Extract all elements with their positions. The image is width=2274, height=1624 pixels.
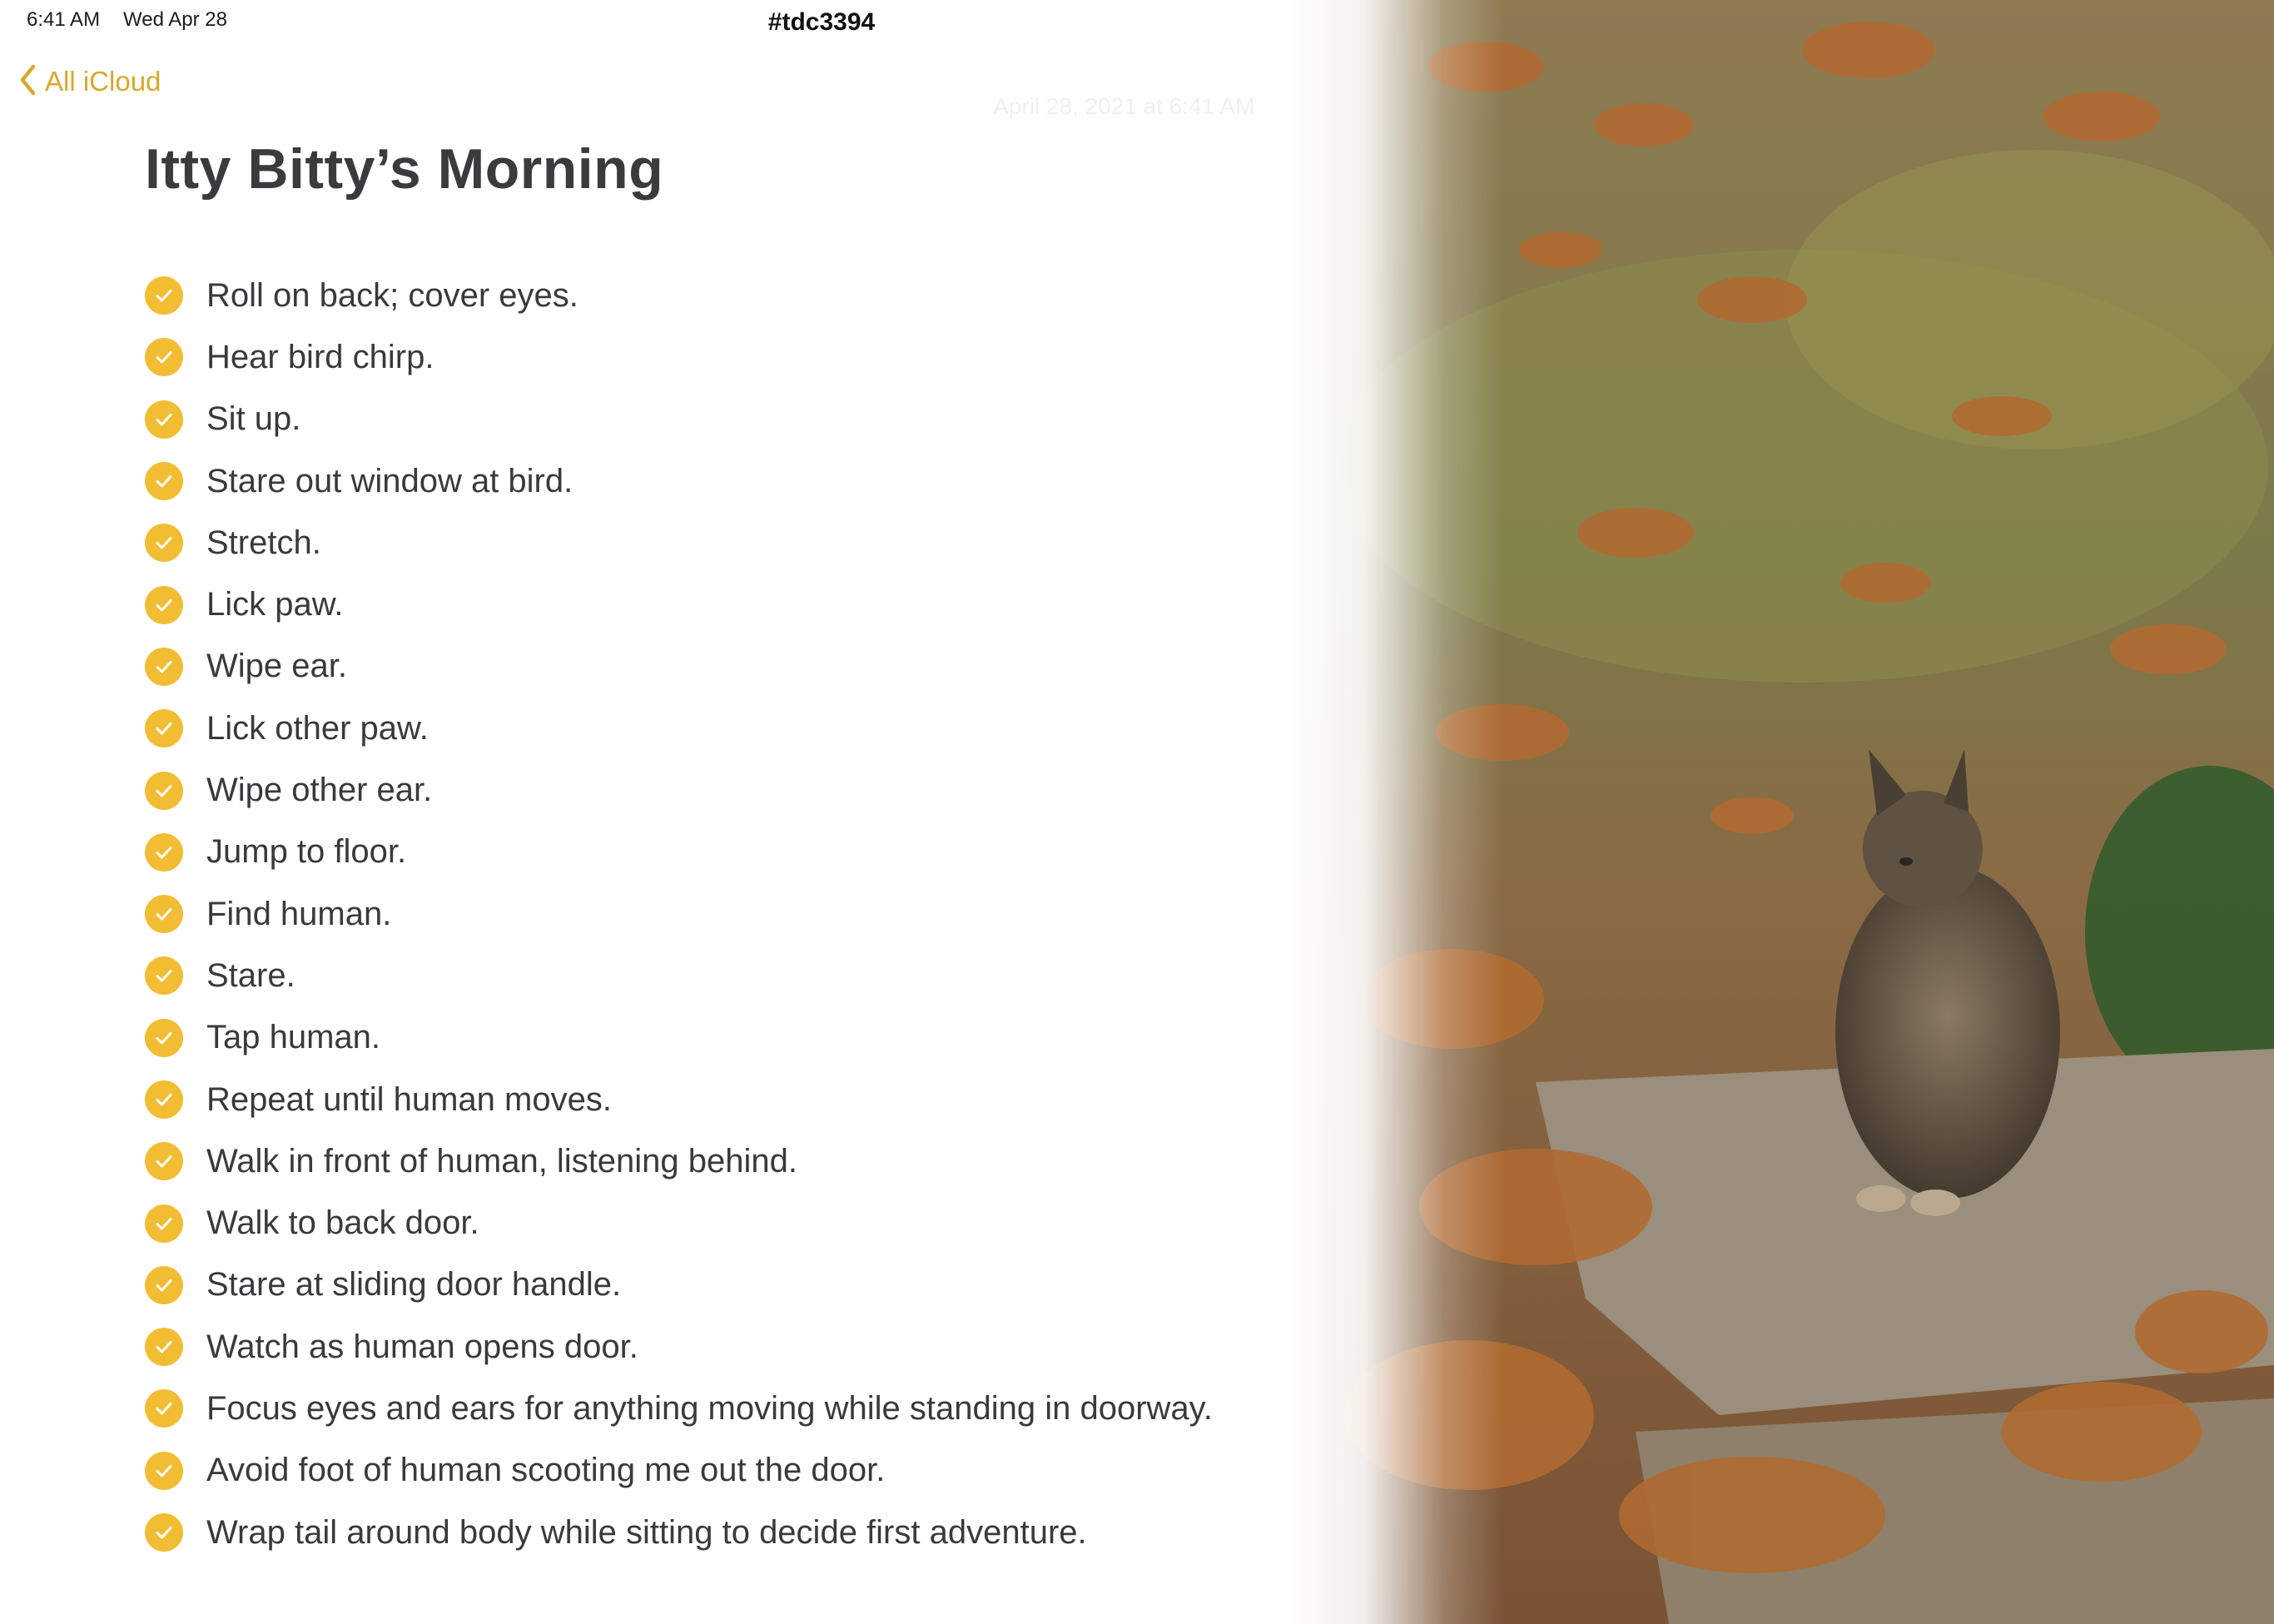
checkmark-icon[interactable] bbox=[145, 1019, 183, 1057]
checklist-item bbox=[145, 883, 1213, 945]
checklist-item bbox=[145, 822, 1213, 883]
checkmark-icon[interactable] bbox=[145, 1328, 183, 1366]
checklist-item-text[interactable]: Wipe other ear. bbox=[206, 772, 433, 809]
checkmark-icon[interactable] bbox=[145, 833, 183, 872]
checklist-item-text[interactable]: Repeat until human moves. bbox=[206, 1080, 612, 1118]
checklist-item bbox=[145, 450, 1213, 512]
checkmark-icon[interactable] bbox=[145, 1389, 183, 1428]
checklist-item-text[interactable]: Jump to floor. bbox=[206, 833, 407, 871]
checklist-item-text[interactable]: Stare. bbox=[206, 956, 295, 994]
cat-photo bbox=[1286, 0, 2274, 1624]
checkmark-icon[interactable] bbox=[145, 709, 183, 747]
checkmark-icon[interactable] bbox=[145, 956, 183, 995]
checklist-item-text[interactable]: Avoid foot of human scooting me out the door. bbox=[206, 1452, 886, 1489]
checklist-item-text[interactable]: Stare at sliding door handle. bbox=[206, 1266, 622, 1304]
checkmark-icon[interactable] bbox=[145, 1513, 183, 1552]
back-label: All iCloud bbox=[45, 66, 161, 97]
checklist-item bbox=[145, 1316, 1213, 1378]
checklist-item bbox=[145, 512, 1213, 574]
checklist-item bbox=[145, 636, 1213, 698]
checklist-item-text[interactable]: Stretch. bbox=[206, 524, 321, 561]
checklist-item-text[interactable]: Walk to back door. bbox=[206, 1204, 479, 1242]
checkmark-icon[interactable] bbox=[145, 1204, 183, 1243]
checkmark-icon[interactable] bbox=[145, 462, 183, 500]
checkmark-icon[interactable] bbox=[145, 1452, 183, 1490]
checklist-item-text[interactable]: Walk in front of human, listening behind. bbox=[206, 1142, 798, 1180]
note-timestamp: April 28, 2021 at 6:41 AM bbox=[993, 93, 1255, 119]
checkmark-icon[interactable] bbox=[145, 1080, 183, 1119]
checklist-item bbox=[145, 698, 1213, 759]
checklist-item bbox=[145, 1069, 1213, 1130]
checklist bbox=[145, 265, 1213, 1563]
checkmark-icon[interactable] bbox=[145, 1266, 183, 1304]
checkmark-icon[interactable] bbox=[145, 400, 183, 439]
checklist-item-text[interactable]: Wipe ear. bbox=[206, 648, 347, 685]
checklist-item-text[interactable]: Tap human. bbox=[206, 1019, 381, 1056]
checklist-item-text[interactable]: Sit up. bbox=[206, 400, 301, 438]
checkmark-icon[interactable] bbox=[145, 586, 183, 624]
checkmark-icon[interactable] bbox=[145, 276, 183, 315]
back-button[interactable] bbox=[18, 62, 161, 102]
checklist-item-text[interactable]: Watch as human opens door. bbox=[206, 1328, 638, 1365]
checklist-item-text[interactable]: Lick paw. bbox=[206, 586, 344, 623]
checklist-item bbox=[145, 1378, 1213, 1439]
chevron-left-icon bbox=[18, 63, 37, 101]
checkmark-icon[interactable] bbox=[145, 338, 183, 376]
checklist-item bbox=[145, 574, 1213, 635]
checklist-item bbox=[145, 945, 1213, 1006]
note-title[interactable]: Itty Bitty’s Morning bbox=[145, 137, 664, 201]
checklist-item-text[interactable]: Focus eyes and ears for anything moving while standing in doorway. bbox=[206, 1389, 1213, 1427]
checklist-item bbox=[145, 1502, 1213, 1563]
checklist-item-text[interactable]: Wrap tail around body while sitting to decide first adventure. bbox=[206, 1513, 1087, 1551]
checklist-item bbox=[145, 759, 1213, 821]
checklist-item-text[interactable]: Stare out window at bird. bbox=[206, 462, 573, 499]
checkmark-icon[interactable] bbox=[145, 895, 183, 933]
status-time: 6:41 AM bbox=[27, 8, 101, 31]
checklist-item bbox=[145, 265, 1213, 326]
checklist-item-text[interactable]: Lick other paw. bbox=[206, 709, 429, 747]
checklist-item bbox=[145, 389, 1213, 450]
checkmark-icon[interactable] bbox=[145, 1142, 183, 1180]
checklist-item bbox=[145, 1254, 1213, 1316]
checklist-item bbox=[145, 1130, 1213, 1192]
checkmark-icon[interactable] bbox=[145, 648, 183, 686]
checklist-item bbox=[145, 1192, 1213, 1254]
checklist-item-text[interactable]: Roll on back; cover eyes. bbox=[206, 276, 578, 314]
checklist-item bbox=[145, 1440, 1213, 1502]
checkmark-icon[interactable] bbox=[145, 772, 183, 810]
window-title: #tdc3394 bbox=[767, 8, 876, 36]
checklist-item bbox=[145, 1007, 1213, 1069]
checkmark-icon[interactable] bbox=[145, 524, 183, 562]
checklist-item-text[interactable]: Find human. bbox=[206, 895, 392, 932]
checklist-item bbox=[145, 326, 1213, 388]
status-date: Wed Apr 28 bbox=[123, 8, 227, 31]
checklist-item-text[interactable]: Hear bird chirp. bbox=[206, 338, 434, 375]
